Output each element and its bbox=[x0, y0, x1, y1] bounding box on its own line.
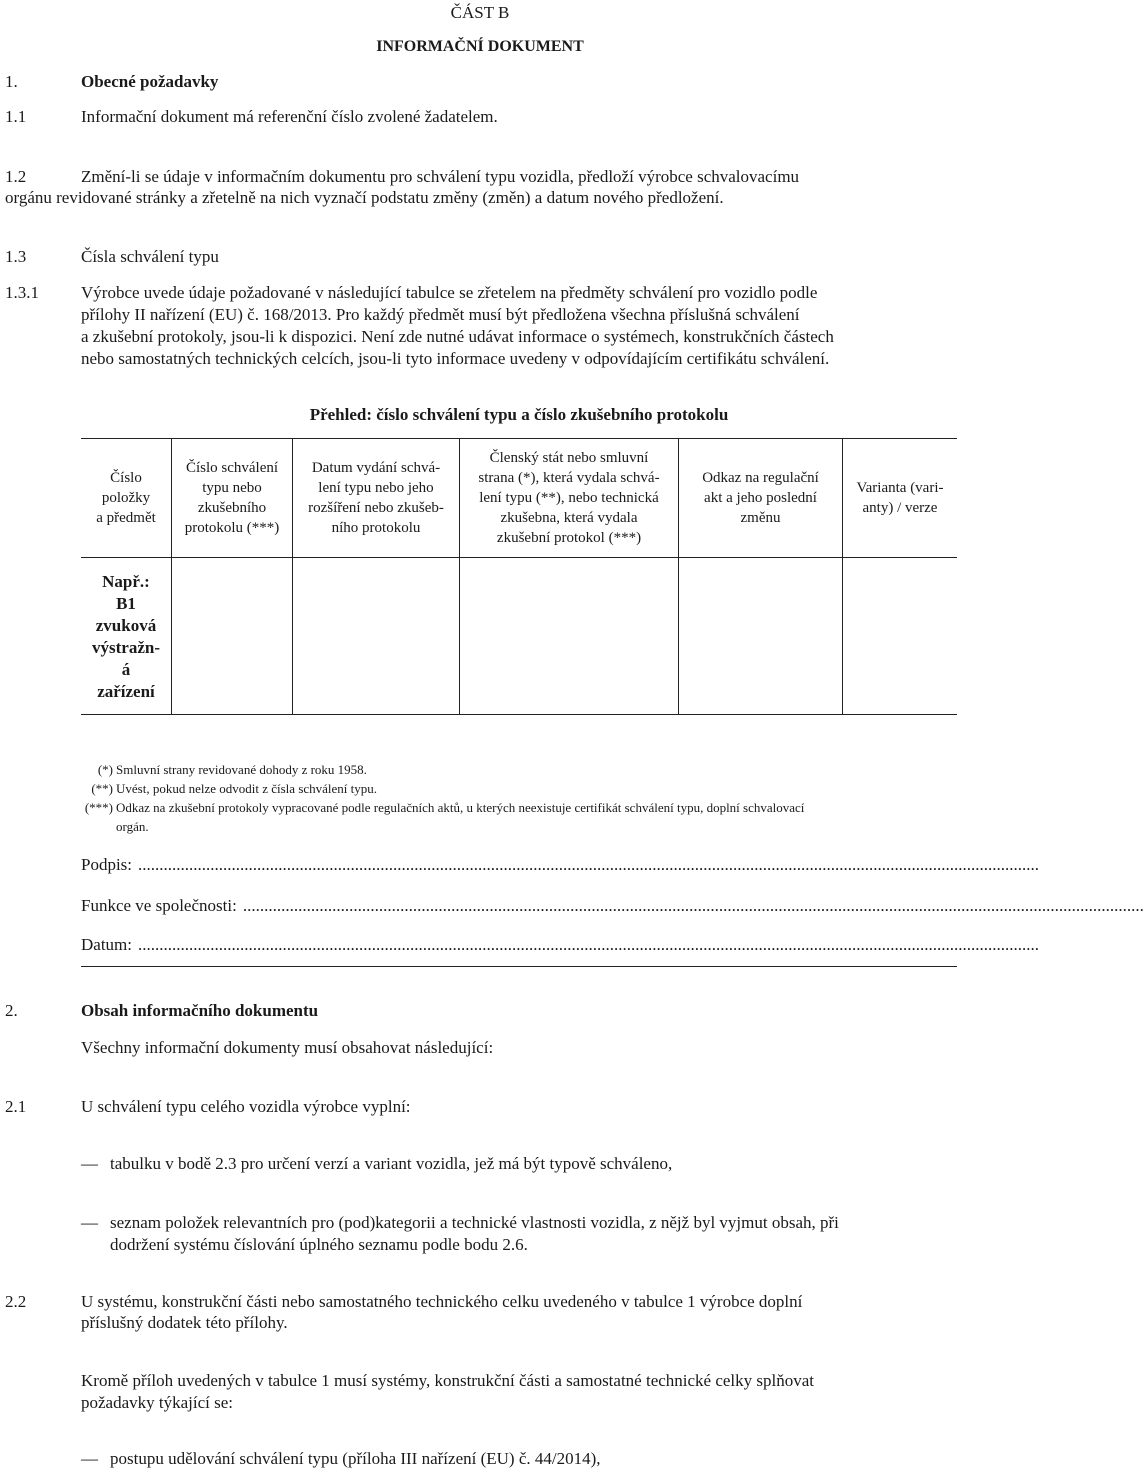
section-1-3-1-line-2: přílohy II nařízení (EU) č. 168/2013. Pro každý předmět musí být předložena všechna příslušná schválení bbox=[81, 305, 800, 324]
dotted-line: .................................................................................................................................................................................................................... bbox=[138, 935, 1039, 954]
table-caption: Přehled: číslo schválení typu a číslo zkušebního protokolu bbox=[309, 405, 729, 424]
footnote-text: Smluvní strany revidované dohody z roku 1958. bbox=[116, 762, 367, 777]
signature-divider bbox=[81, 966, 957, 967]
footnote-text: Odkaz na zkušební protokoly vypracované podle regulačních aktů, u kterých neexistuje certifikát schválení typu, doplní schvalovací bbox=[116, 800, 805, 815]
paragraph-line-2: požadavky týkající se: bbox=[81, 1393, 234, 1412]
footnote-mark: (***) bbox=[84, 800, 113, 815]
footnote-1 bbox=[0, 761, 960, 778]
section-2-number: 2. bbox=[5, 1001, 18, 1020]
list-item-1: tabulku v bodě 2.3 pro určení verzí a variant vozidla, jež má být typově schváleno, bbox=[110, 1154, 673, 1173]
header-text: zkušebního bbox=[197, 499, 267, 516]
example-text: výstražn- bbox=[92, 637, 160, 657]
header-text: Varianta (vari- bbox=[856, 479, 944, 496]
footnote-text: orgán. bbox=[116, 819, 149, 834]
header-text: Číslo bbox=[110, 469, 142, 486]
part-label: ČÁST B bbox=[450, 3, 510, 22]
table-header-approval-number bbox=[172, 438, 292, 557]
date-label: Datum: bbox=[81, 935, 132, 954]
header-text: strana (*), která vydala schvá- bbox=[478, 469, 660, 486]
section-1-3-1-line-1: Výrobce uvede údaje požadované v následující tabulce se zřetelem na předměty schválení pro vozidlo podle bbox=[81, 283, 818, 302]
section-1-3-1-line-3: a zkušební protokoly, jsou-li k dispozici. Není zde nutné udávat informace o systémech, konstrukčních částech bbox=[81, 327, 834, 346]
list-item-2-line-2: dodržení systému číslování úplného seznamu podle bodu 2.6. bbox=[110, 1235, 528, 1254]
example-text: Např.: bbox=[102, 571, 150, 591]
section-2-2-line-2: příslušný dodatek této přílohy. bbox=[81, 1313, 288, 1332]
example-text: zvuková bbox=[95, 615, 157, 635]
section-2-intro: Všechny informační dokumenty musí obsahovat následující: bbox=[81, 1038, 494, 1057]
table-bottom-border bbox=[81, 714, 957, 715]
example-text: B1 bbox=[116, 593, 136, 613]
section-2-1-number: 2.1 bbox=[5, 1097, 27, 1116]
section-1-number: 1. bbox=[5, 72, 18, 91]
dotted-line: .................................................................................................................................................................................................................... bbox=[242, 896, 1144, 915]
header-text: rozšíření nebo zkušeb- bbox=[308, 499, 444, 516]
header-text: Datum vydání schvá- bbox=[311, 459, 441, 476]
header-text: Číslo schválení bbox=[185, 459, 279, 476]
function-label: Funkce ve společnosti: bbox=[81, 896, 237, 915]
approval-table bbox=[81, 438, 957, 715]
header-text: zkušebna, která vydala bbox=[500, 509, 638, 526]
section-1-2-number: 1.2 bbox=[5, 167, 27, 186]
table-header-regulatory-act bbox=[679, 438, 842, 557]
header-text: lení typu nebo jeho bbox=[318, 479, 434, 496]
list-item-2-line-1: seznam položek relevantních pro (pod)kategorii a technické vlastnosti vozidla, z nějž byl vyjmut obsah, při bbox=[110, 1213, 839, 1232]
paragraph-line-1: Kromě příloh uvedených v tabulce 1 musí systémy, konstrukční části a samostatné technické celky splňovat bbox=[81, 1371, 815, 1390]
function-field bbox=[81, 895, 1144, 916]
header-text: Odkaz na regulační bbox=[702, 469, 819, 486]
table-example-cell bbox=[81, 558, 171, 715]
list-item-3: postupu udělování schválení typu (příloha III nařízení (EU) č. 44/2014), bbox=[110, 1449, 601, 1468]
header-text: a předmět bbox=[96, 509, 156, 526]
section-1-1-number: 1.1 bbox=[5, 107, 27, 126]
header-text: typu nebo bbox=[202, 479, 262, 496]
header-text: zkušební protokol (***) bbox=[496, 529, 642, 546]
footnote-mark: (*) bbox=[97, 762, 113, 777]
section-1-2-line-1: Změní-li se údaje v informačním dokumentu pro schválení typu vozidla, předloží výrobce schvalovacímu bbox=[81, 167, 800, 186]
header-text: protokolu (***) bbox=[184, 519, 280, 536]
header-text: změnu bbox=[740, 509, 781, 526]
header-text: anty) / verze bbox=[862, 499, 938, 516]
section-1-1-text: Informační dokument má referenční číslo zvolené žadatelem. bbox=[81, 107, 498, 126]
section-1-3-title: Čísla schválení typu bbox=[81, 247, 219, 266]
footnote-mark: (**) bbox=[91, 781, 113, 796]
header-text: akt a jeho poslední bbox=[704, 489, 817, 506]
table-header-variant bbox=[843, 438, 957, 557]
signature-label: Podpis: bbox=[81, 855, 133, 874]
section-2-1-text: U schválení typu celého vozidla výrobce vyplní: bbox=[81, 1097, 411, 1116]
example-text: á bbox=[121, 659, 131, 679]
section-2-2-number: 2.2 bbox=[5, 1292, 27, 1311]
footnote-3 bbox=[0, 799, 960, 835]
table-header-date bbox=[293, 438, 459, 557]
footnote-text: Uvést, pokud nelze odvodit z čísla schválení typu. bbox=[116, 781, 378, 796]
dash-bullet: — bbox=[81, 1154, 98, 1173]
section-2-2-line-1: U systému, konstrukční části nebo samostatného technického celku uvedeného v tabulce 1 výrobce doplní bbox=[81, 1292, 803, 1311]
table-header-item bbox=[81, 438, 171, 557]
header-text: ního protokolu bbox=[331, 519, 421, 536]
header-text: Členský stát nebo smluvní bbox=[489, 449, 649, 466]
signature-field bbox=[81, 854, 1040, 875]
table-header-border bbox=[81, 557, 957, 558]
example-text: zařízení bbox=[97, 681, 155, 701]
dotted-line: .................................................................................................................................................................................................................... bbox=[138, 855, 1040, 874]
section-1-title: Obecné požadavky bbox=[81, 72, 219, 91]
section-1-3-number: 1.3 bbox=[5, 247, 27, 266]
section-1-3-1-number: 1.3.1 bbox=[5, 283, 39, 302]
document-title: INFORMAČNÍ DOKUMENT bbox=[376, 38, 584, 55]
table-header-member-state bbox=[460, 438, 678, 557]
section-1-3-1-line-4: nebo samostatných technických celcích, jsou-li tyto informace uvedeny v odpovídajícím certifikátu schválení. bbox=[81, 349, 830, 368]
section-1-2-line-2: orgánu revidované stránky a zřetelně na nich vyznačí podstatu změny (změn) a datum nového předložení. bbox=[5, 188, 724, 207]
footnote-2 bbox=[0, 780, 960, 797]
header-text: lení typu (**), nebo technická bbox=[479, 489, 659, 506]
dash-bullet: — bbox=[81, 1213, 98, 1232]
section-2-title: Obsah informačního dokumentu bbox=[81, 1001, 319, 1020]
dash-bullet: — bbox=[81, 1449, 98, 1468]
header-text: položky bbox=[101, 489, 151, 506]
date-field bbox=[81, 934, 1039, 955]
